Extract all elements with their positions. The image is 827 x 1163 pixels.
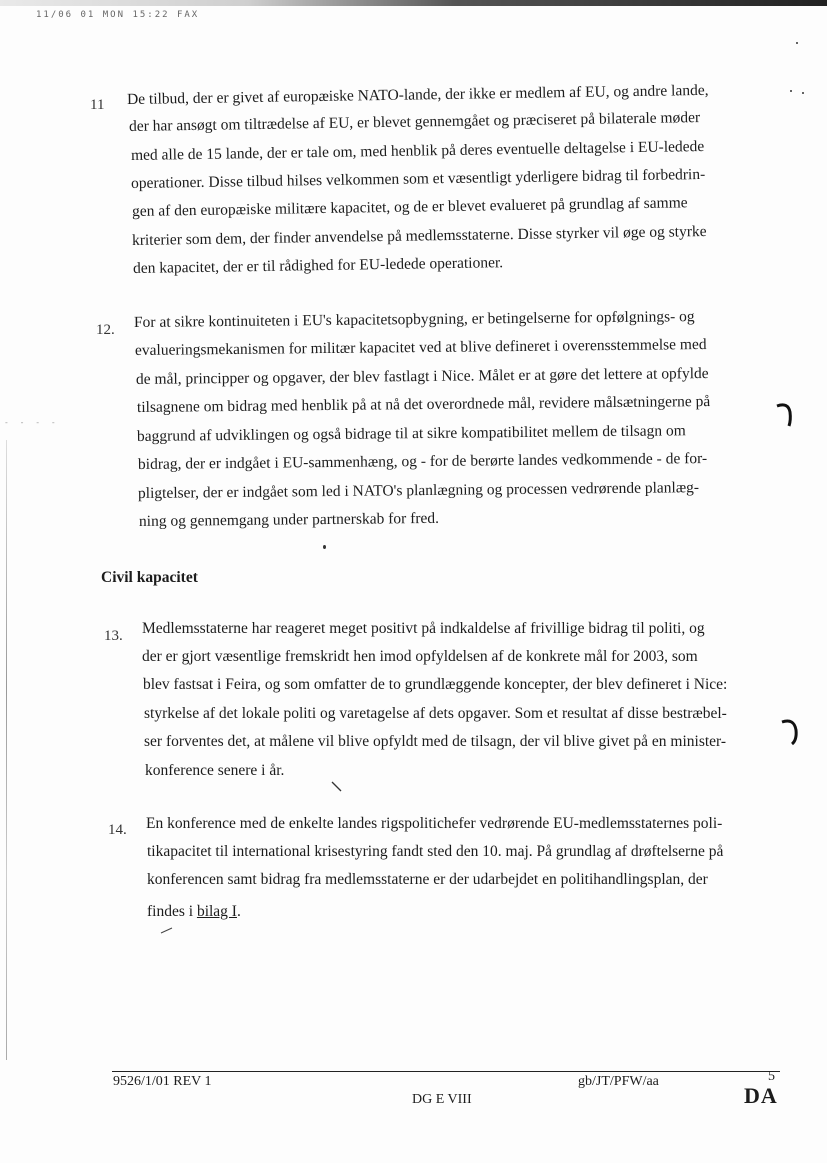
text-line: konference senere i år. [145, 762, 285, 779]
text-line: der er gjort væsentlige fremskridt hen imod opfyldelsen af de konkrete mål for 2003, som [142, 648, 698, 665]
footer-rule [112, 1071, 780, 1072]
punch-hole-mark [778, 716, 804, 748]
text-line: pligtelser, der er indgået som led i NATO's planlægning og processen vedrørende planlæg- [137, 479, 700, 502]
page-number: 5 [768, 1069, 775, 1084]
text-line: de mål, principper og opgaver, der blev fastlagt i Nice. Målet er at gøre det lettere at opfylde [135, 365, 709, 388]
paragraph-number: 12. [96, 322, 115, 338]
scan-left-edge [6, 440, 7, 1060]
scan-speck [802, 92, 804, 94]
text-line: gen af den europæiske militære kapacitet, og de er blevet evalueret på grundlag af samme [131, 194, 688, 220]
text-line: kriterier som dem, der finder anvendelse på medlemsstaterne. Disse styrker vil øge og styrke [131, 222, 707, 249]
paragraph-number: 14. [108, 822, 127, 838]
text-line: operationer. Disse tilbud hilses velkommen som et væsentligt yderligere bidrag til forbedrin- [130, 165, 706, 192]
text-line: konferencen samt bidrag fra medlemsstaterne er der udarbejdet en politihandlingsplan, der [147, 871, 708, 888]
text-line: baggrund af udviklingen og også bidrage til at sikre kompatibilitet mellem de tilsagn om [136, 422, 686, 445]
text-line: styrkelse af det lokale politi og varetagelse af dets opgaver. Som et resultat af disse bestræbel- [144, 705, 727, 722]
scan-top-edge [0, 0, 827, 6]
text-line: den kapacitet, der er til rådighed for EU-ledede operationer. [132, 254, 504, 277]
punch-hole-mark [774, 400, 798, 430]
text-line: evalueringsmekanismen for militær kapacitet ved at blive defineret i overensstemmelse med [134, 336, 707, 359]
section-heading: Civil kapacitet [101, 569, 198, 586]
text-line: For at sikre kontinuiteten i EU's kapacitetsopbygning, er betingelserne for opfølgnings- og [133, 308, 695, 331]
text-line: ser forventes det, at målene vil blive opfyldt med de tilsagn, der vil blive givet på en minister- [144, 733, 727, 750]
text-line: De tilbud, der er givet af europæiske NATO-lande, der ikke er medlem af EU, og andre lande, [126, 81, 709, 108]
text-fragment: . [236, 903, 241, 920]
text-line: med alle de 15 lande, der er tale om, med henblik på deres eventuelle deltagelse i EU-ledede [130, 137, 705, 164]
scan-speck [323, 545, 326, 549]
author-initials: gb/JT/PFW/aa [578, 1074, 659, 1089]
text-line: bidrag, der er indgået i EU-sammenhæng, og - for de berørte landes vedkommende - de for- [137, 450, 708, 473]
text-line: blev fastsat i Feira, og som omfatter de to grundlæggende koncepter, der blev defineret i Nice: [143, 676, 728, 693]
text-line: Medlemsstaterne har reageret meget positivt på indkaldelse af frivillige bidrag til politi, og [142, 620, 705, 637]
scan-speck [790, 90, 792, 92]
text-line: tilsagnene om bidrag med henblik på at nå det overordnede mål, revidere målsætningerne på [136, 392, 711, 416]
scan-mark [160, 925, 174, 935]
annex-reference: bilag I [196, 903, 237, 920]
text-fragment: findes i [147, 903, 197, 920]
margin-marks: - - - - [4, 418, 59, 427]
document-reference: 9526/1/01 REV 1 [113, 1074, 212, 1089]
text-line-last [147, 904, 241, 920]
scan-mark [330, 780, 344, 794]
paragraph-number: 11 [90, 97, 105, 113]
text-line: tikapacitet til international krisestyring fandt sted den 10. maj. På grundlag af drøftelserne på [147, 843, 724, 860]
text-line: ning og gennemgang under partnerskab for fred. [138, 509, 440, 530]
language-code: DA [744, 1083, 778, 1108]
text-line: der har ansøgt om tiltrædelse af EU, er blevet gennemgået og præciseret på bilaterale møder [128, 109, 701, 135]
scan-speck [796, 42, 798, 44]
paragraph-number: 13. [104, 628, 123, 644]
text-line: En konference med de enkelte landes rigspolitichefer vedrørende EU-medlemsstaternes poli- [146, 815, 723, 832]
directorate: DG E VIII [412, 1092, 472, 1107]
fax-header: 11/06 01 MON 15:22 FAX [36, 10, 200, 20]
